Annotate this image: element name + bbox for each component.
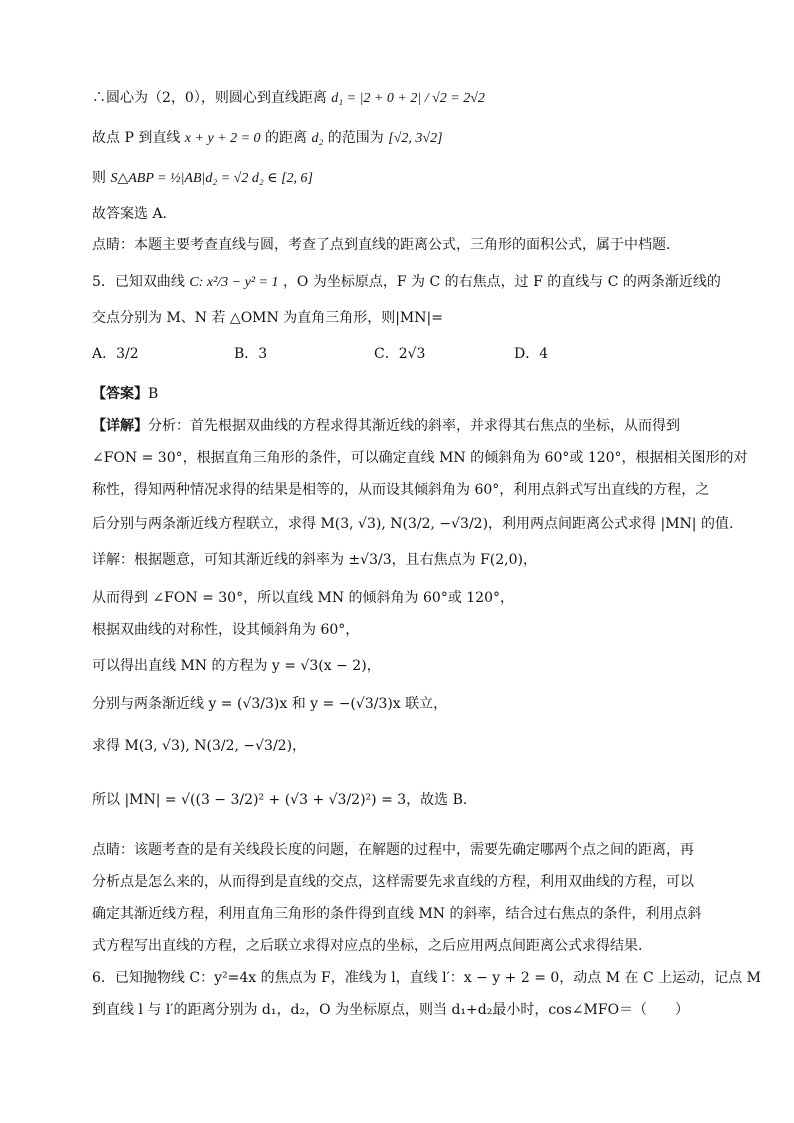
detail-line-7: 根据双曲线的对称性，设其倾斜角为 60°，: [92, 622, 360, 638]
detail-line-3: 称性，得知两种情况求得的结果是相等的，从而设其倾斜角为 60°，利用点斜式写出直线的方程，之: [92, 482, 710, 498]
line-area-formula: 则 S△ABP = ½|AB|d₂ = √2 d₂ ∈ [2, 6]: [92, 170, 313, 186]
question-5-stem: 5．已知双曲线 C: x²/3 − y² = 1 ，O 为坐标原点，F 为 C 的右焦点，过 F 的直线与 C 的两条渐近线的: [92, 274, 721, 290]
answer-label: 【答案】: [92, 386, 148, 402]
question-6-line-2: 到直线 l 与 l′的距离分别为 d₁，d₂，O 为坐标原点，则当 d₁+d₂最小时，cos∠MFO＝（ ）: [92, 1002, 690, 1018]
formula-d1: d₁ = |2 + 0 + 2| / √2 = 2√2: [331, 91, 485, 106]
detail-line-5: 详解：根据题意，可知其渐近线的斜率为 ±√3/3，且右焦点为 F(2,0)，: [92, 552, 537, 568]
detail-line-2: ∠FON = 30°，根据直角三角形的条件，可以确定直线 MN 的倾斜角为 60°或 120°，根据相关图形的对: [92, 450, 748, 466]
question-5-stem-2: 交点分别为 M、N 若 △OMN 为直角三角形，则|MN|=: [92, 310, 443, 326]
detail-line-6: 从而得到 ∠FON = 30°，所以直线 MN 的倾斜角为 60°或 120°，: [92, 590, 514, 606]
question-5-options: [92, 344, 712, 364]
detail-line-8: 可以得出直线 MN 的方程为 y = √3(x − 2)，: [92, 658, 381, 674]
option-c: C．2√3: [374, 346, 426, 362]
option-a: A．3/2: [92, 346, 139, 362]
question-6-line-1: 6．已知抛物线 C：y²=4x 的焦点为 F，准线为 l，直线 l′：x − y + 2 = 0，动点 M 在 C 上运动，记点 M: [92, 970, 761, 986]
note-line-2: 分析点是怎么来的，从而得到是直线的交点，这样需要先求直线的方程，利用双曲线的方程，可以: [92, 874, 694, 890]
answer-value: B: [148, 386, 159, 402]
option-d: D．4: [514, 346, 549, 362]
detail-label: 【详解】: [92, 418, 148, 434]
option-b: B．3: [234, 346, 268, 362]
detail-line-4: 后分别与两条渐近线方程联立，求得 M(3, √3), N(3/2, −√3/2)，利用两点间距离公式求得 |MN| 的值.: [92, 516, 734, 532]
note-line-3: 确定其渐近线方程，利用直角三角形的条件得到直线 MN 的斜率，结合过右焦点的条件，利用点斜: [92, 906, 702, 922]
line-distance-range: 故点 P 到直线 x + y + 2 = 0 的距离 d₂ 的范围为 [√2, 3√2]: [92, 130, 443, 146]
detail-line-1: 【详解】分析：首先根据双曲线的方程求得其渐近线的斜率，并求得其右焦点的坐标，从而得到: [92, 418, 680, 434]
detail-line-10: 求得 M(3, √3), N(3/2, −√3/2)，: [92, 738, 307, 754]
detail-line-9: 分别与两条渐近线 y = (√3/3)x 和 y = −(√3/3)x 联立，: [92, 696, 448, 712]
answer-line: [92, 384, 158, 404]
formula-hyperbola: C: x²/3 − y² = 1: [189, 275, 279, 290]
line-answer-a: 故答案选 A.: [92, 206, 168, 222]
note-line-4: 式方程写出直线的方程，之后联立求得对应点的坐标，之后应用两点间距离公式求得结果.: [92, 938, 643, 954]
line-note-1: 点睛：本题主要考查直线与圆，考查了点到直线的距离公式，三角形的面积公式，属于中档题．: [92, 237, 680, 253]
detail-line-11: 所以 |MN| = √((3 − 3/2)² + (√3 + √3/2)²) = 3，故选 B.: [92, 792, 468, 808]
line-circle-distance: ∴圆心为（2，0），则圆心到直线距离 d₁ = |2 + 0 + 2| / √2 = 2√2: [92, 90, 485, 106]
note-line-1: 点睛：该题考查的是有关线段长度的问题，在解题的过程中，需要先确定哪两个点之间的距离，再: [92, 842, 694, 858]
